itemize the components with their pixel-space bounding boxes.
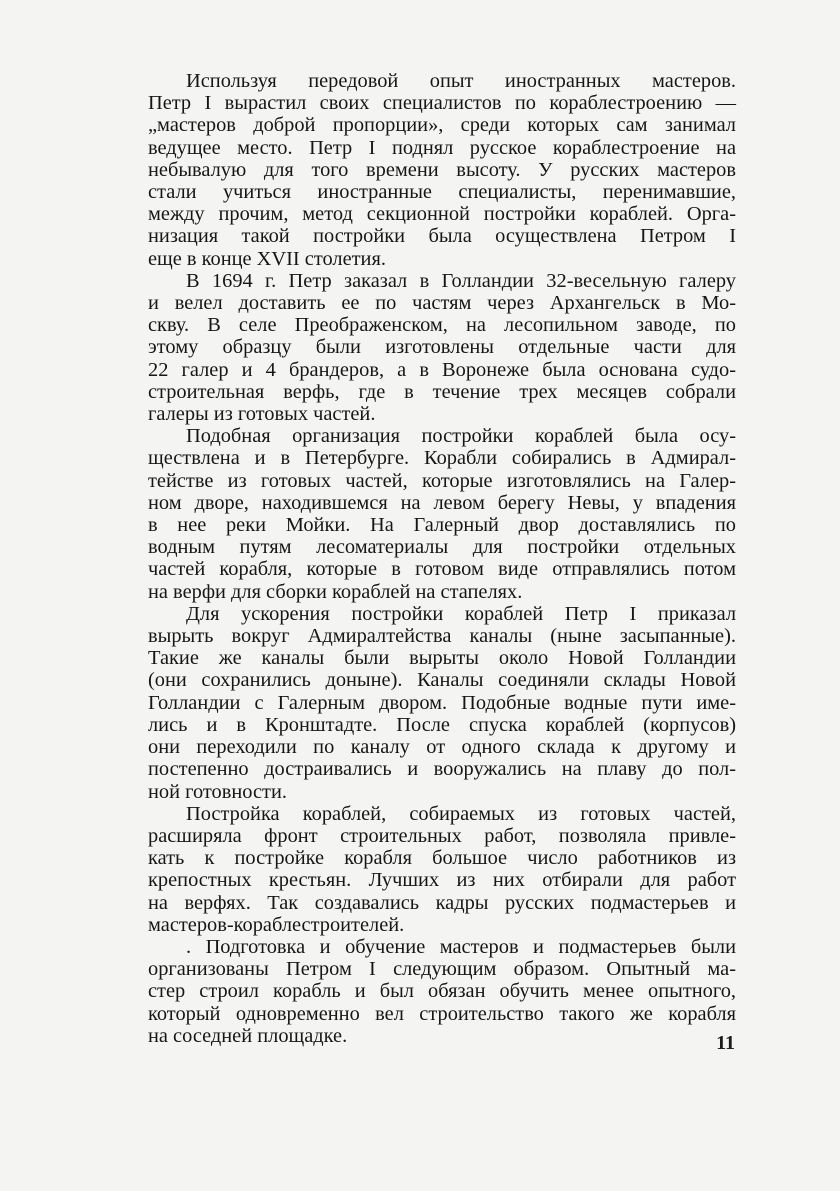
text-line: на верфи для сборки кораблей на стапелях. xyxy=(148,580,523,603)
text-line: тействе из готовых частей, которые изготовлялись на Галер- xyxy=(148,469,736,492)
text-line: Голландии с Галерным двором. Подобные водные пути име- xyxy=(148,691,736,714)
text-line: скву. В селе Преображенском, на лесопильном заводе, по xyxy=(148,314,736,337)
text-line: ществлена и в Петербурге. Корабли собирались в Адмирал- xyxy=(148,447,736,470)
text-line: строительная верфь, где в течение трех месяцев собрали xyxy=(148,380,736,403)
text-line: Петр I вырастил своих специалистов по кораблестроению — xyxy=(148,92,736,115)
text-line: в нее реки Мойки. На Галерный двор доставлялись по xyxy=(148,514,736,537)
page-number: 11 xyxy=(716,1032,735,1054)
paragraph xyxy=(148,936,736,1047)
text-line: Используя передовой опыт иностранных мастеров. xyxy=(186,70,736,92)
text-line: ной готовности. xyxy=(148,780,287,803)
text-line: Постройка кораблей, собираемых из готовых частей, xyxy=(186,802,736,825)
text-line: водным путям лесоматериалы для постройки отдельных xyxy=(148,536,736,559)
text-line: низация такой постройки была осуществлена Петром I xyxy=(148,225,736,248)
text-line: крепостных крестьян. Лучших из них отбирали для работ xyxy=(148,869,736,892)
paragraph xyxy=(148,603,736,803)
text-line: этому образцу были изготовлены отдельные части для xyxy=(148,336,736,359)
text-line: постепенно достраивались и вооружались на плаву до пол- xyxy=(148,758,736,781)
text-line: ном дворе, находившемся на левом берегу Невы, у впадения xyxy=(148,491,736,514)
text-line: „мастеров доброй пропорции», среди которых сам занимал xyxy=(148,114,736,137)
text-line: вырыть вокруг Адмиралтейства каналы (ныне засыпанные). xyxy=(148,625,736,648)
paragraph xyxy=(148,70,736,270)
text-line: мастеров-кораблестроителей. xyxy=(148,913,405,936)
text-line: между прочим, метод секционной постройки кораблей. Орга- xyxy=(148,203,736,226)
text-line: на верфях. Так создавались кадры русских подмастерьев и xyxy=(148,891,736,914)
text-line: Такие же каналы были вырыты около Новой Голландии xyxy=(148,647,736,670)
text-line: частей корабля, которые в готовом виде отправлялись потом xyxy=(148,558,736,581)
text-line: Подобная организация постройки кораблей была осу- xyxy=(186,425,736,448)
text-line: кать к постройке корабля большое число работников из xyxy=(148,847,736,870)
text-line: ведущее место. Петр I поднял русское кораблестроение на xyxy=(148,136,736,159)
text-line: (они сохранились доныне). Каналы соединяли склады Новой xyxy=(148,669,736,692)
text-line: они переходили по каналу от одного склада к другому и xyxy=(148,736,736,759)
body-text xyxy=(148,70,736,1047)
text-line: . Подготовка и обучение мастеров и подмастерьев были xyxy=(186,935,736,958)
text-line: и велел доставить ее по частям через Архангельск в Мо- xyxy=(148,292,736,315)
paragraph xyxy=(148,270,736,425)
text-line: В 1694 г. Петр заказал в Голландии 32-весельную галеру xyxy=(186,269,736,292)
text-line: стали учиться иностранные специалисты, перенимавшие, xyxy=(148,181,736,204)
text-line: организованы Петром I следующим образом. Опытный ма- xyxy=(148,958,736,981)
text-line: галеры из готовых частей. xyxy=(148,403,376,426)
text-line: стер строил корабль и был обязан обучить менее опытного, xyxy=(148,980,736,1003)
text-line: на соседней площадке. xyxy=(148,1024,348,1047)
text-line: 22 галер и 4 брандеров, а в Воронеже была основана судо- xyxy=(148,358,736,381)
text-line: Для ускорения постройки кораблей Петр I приказал xyxy=(186,602,736,625)
text-line: лись и в Кронштадте. После спуска кораблей (корпусов) xyxy=(148,713,736,736)
paragraph xyxy=(148,803,736,936)
text-line: расширяла фронт строительных работ, позволяла привле- xyxy=(148,824,736,847)
paragraph xyxy=(148,425,736,603)
text-line: небывалую для того времени высоту. У русских мастеров xyxy=(148,158,736,181)
text-line: еще в конце XVII столетия. xyxy=(148,247,386,270)
text-line: который одновременно вел строительство такого же корабля xyxy=(148,1002,736,1025)
